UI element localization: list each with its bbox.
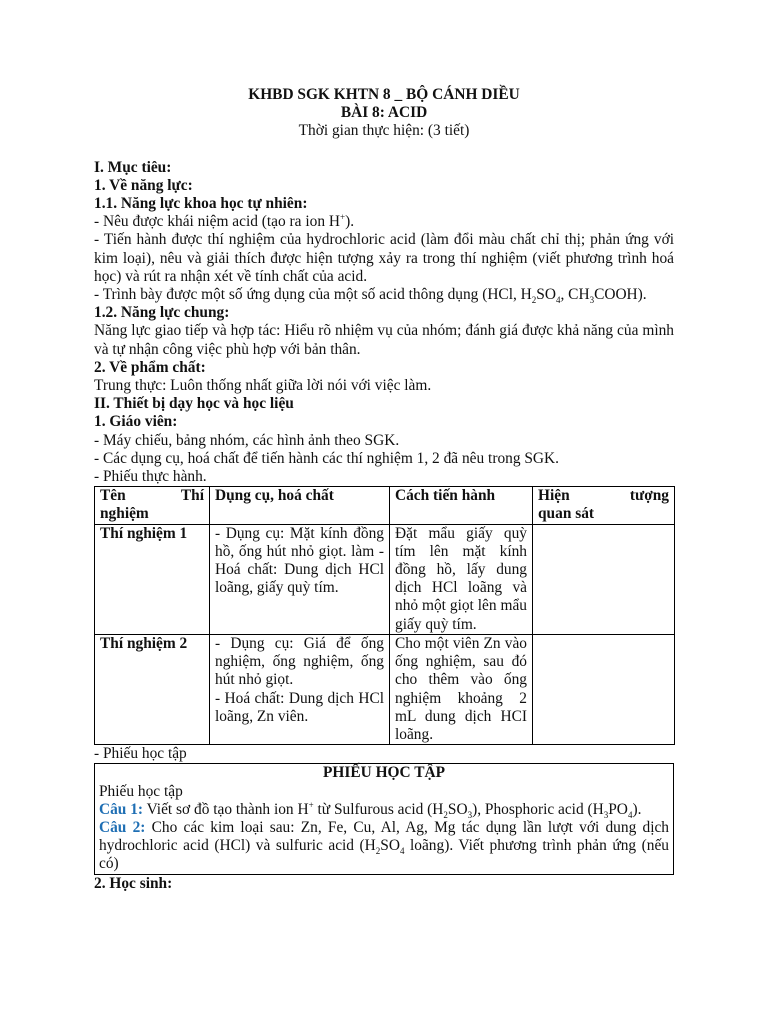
student-title: 2. Học sinh: (94, 874, 173, 892)
method-cell: Cho một viên Zn vào ống nghiệm, sau đó cho thêm vào ống nghiệm khoảng 2 mL dung dịch HCI loãng. (390, 634, 533, 744)
objective-item-1: - Nêu được khái niệm acid (tạo ra ion H+). (94, 212, 355, 231)
duration-text: Thời gian thực hiện: (3 tiết) (298, 122, 470, 140)
header-cell-name: Tên Thí nghiệm (95, 487, 210, 524)
experiment-table (94, 486, 675, 745)
objective-item-2: - Tiến hành được thí nghiệm của hydrochloric acid (làm đổi màu chất chỉ thị; phản ứng với kim loại), nêu và giải thích được hiện tượng xảy ra trong thí nghiệm (viết phương trình hoá học) và rút ra nhận xét về tính chất của acid. (94, 231, 674, 285)
document-page (94, 86, 674, 893)
observation-cell (533, 634, 675, 744)
tools-cell: - Dụng cụ: Mặt kính đồng hồ, ống hút nhỏ giọt. làm - Hoá chất: Dung dịch HCl loãng, giấy quỳ tím. (210, 524, 390, 634)
general-competence-text: Năng lực giao tiếp và hợp tác: Hiểu rõ nhiệm vụ của nhóm; đánh giá được khả năng của mình và tự nhận công việc phù hợp với bản thân. (94, 322, 674, 358)
section-objectives-title: I. Mục tiêu: (94, 158, 172, 176)
experiment-name-cell: Thí nghiệm 2 (95, 634, 210, 744)
worksheet-box (94, 763, 674, 874)
question-1-label: Câu 1: (99, 800, 144, 818)
header-cell-tools: Dụng cụ, hoá chất (210, 487, 390, 524)
observation-cell (533, 524, 675, 634)
doc-header-line1: KHBD SGK KHTN 8 _ BỘ CÁNH DIỀU (248, 86, 520, 103)
worksheet-intro: - Phiếu học tập (94, 745, 187, 763)
lesson-title: BÀI 8: ACID (340, 104, 428, 122)
method-cell: Đặt mẩu giấy quỳ tím lên mặt kính đồng hồ, lấy dung dịch HCl loãng và nhỏ một giọt lên mẩu giấy quỳ tím. (390, 524, 533, 634)
competence-title: 1. Về năng lực: (94, 176, 193, 194)
teacher-title: 1. Giáo viên: (94, 413, 178, 431)
header-cell-observation: Hiện tượng quan sát (533, 487, 675, 524)
general-competence-title: 1.2. Năng lực chung: (94, 304, 230, 322)
tools-cell: - Dụng cụ: Giá để ống nghiệm, ống nghiệm, ống hút nhỏ giọt. - Hoá chất: Dung dịch HCl loãng, Zn viên. (210, 634, 390, 744)
question-2-label: Câu 2: (99, 818, 146, 836)
worksheet-subtitle: Phiếu học tập (99, 782, 183, 800)
table-header-row (95, 487, 675, 524)
section-equipment-title: II. Thiết bị dạy học và học liệu (94, 395, 294, 413)
worksheet-title: PHIẾU HỌC TẬP (323, 764, 445, 782)
table-row (95, 634, 675, 744)
teacher-item-2: - Các dụng cụ, hoá chất để tiến hành các thí nghiệm 1, 2 đã nêu trong SGK. (94, 449, 560, 467)
experiment-name-cell: Thí nghiệm 1 (95, 524, 210, 634)
objective-item-3: - Trình bày được một số ứng dụng của một số acid thông dụng (HCl, $H_2SO_4$, $CH_3COOH$). (94, 286, 647, 306)
question-2: Câu 2: Cho các kim loại sau: Zn, Fe, Cu, Al, Ag, Mg tác dụng lần lượt với dung dịch hydrochloric acid (HCl) và sulfuric acid ($H_2SO_4$ loãng). Viết phương trình phản ứng (nếu có) (99, 818, 669, 873)
question-1: Câu 1: Viết sơ đồ tạo thành ion H+ từ Sulfurous acid $(H_2SO_3)$, Phosphoric acid $(H_3PO_4)$. (99, 799, 642, 820)
teacher-item-3: - Phiếu thực hành. (94, 468, 207, 486)
qualities-title: 2. Về phẩm chất: (94, 358, 206, 376)
teacher-item-1: - Máy chiếu, bảng nhóm, các hình ảnh theo SGK. (94, 431, 400, 449)
header-cell-method: Cách tiến hành (390, 487, 533, 524)
qualities-text: Trung thực: Luôn thống nhất giữa lời nói với việc làm. (94, 377, 432, 395)
science-competence-title: 1.1. Năng lực khoa học tự nhiên: (94, 195, 308, 213)
table-row (95, 524, 675, 634)
